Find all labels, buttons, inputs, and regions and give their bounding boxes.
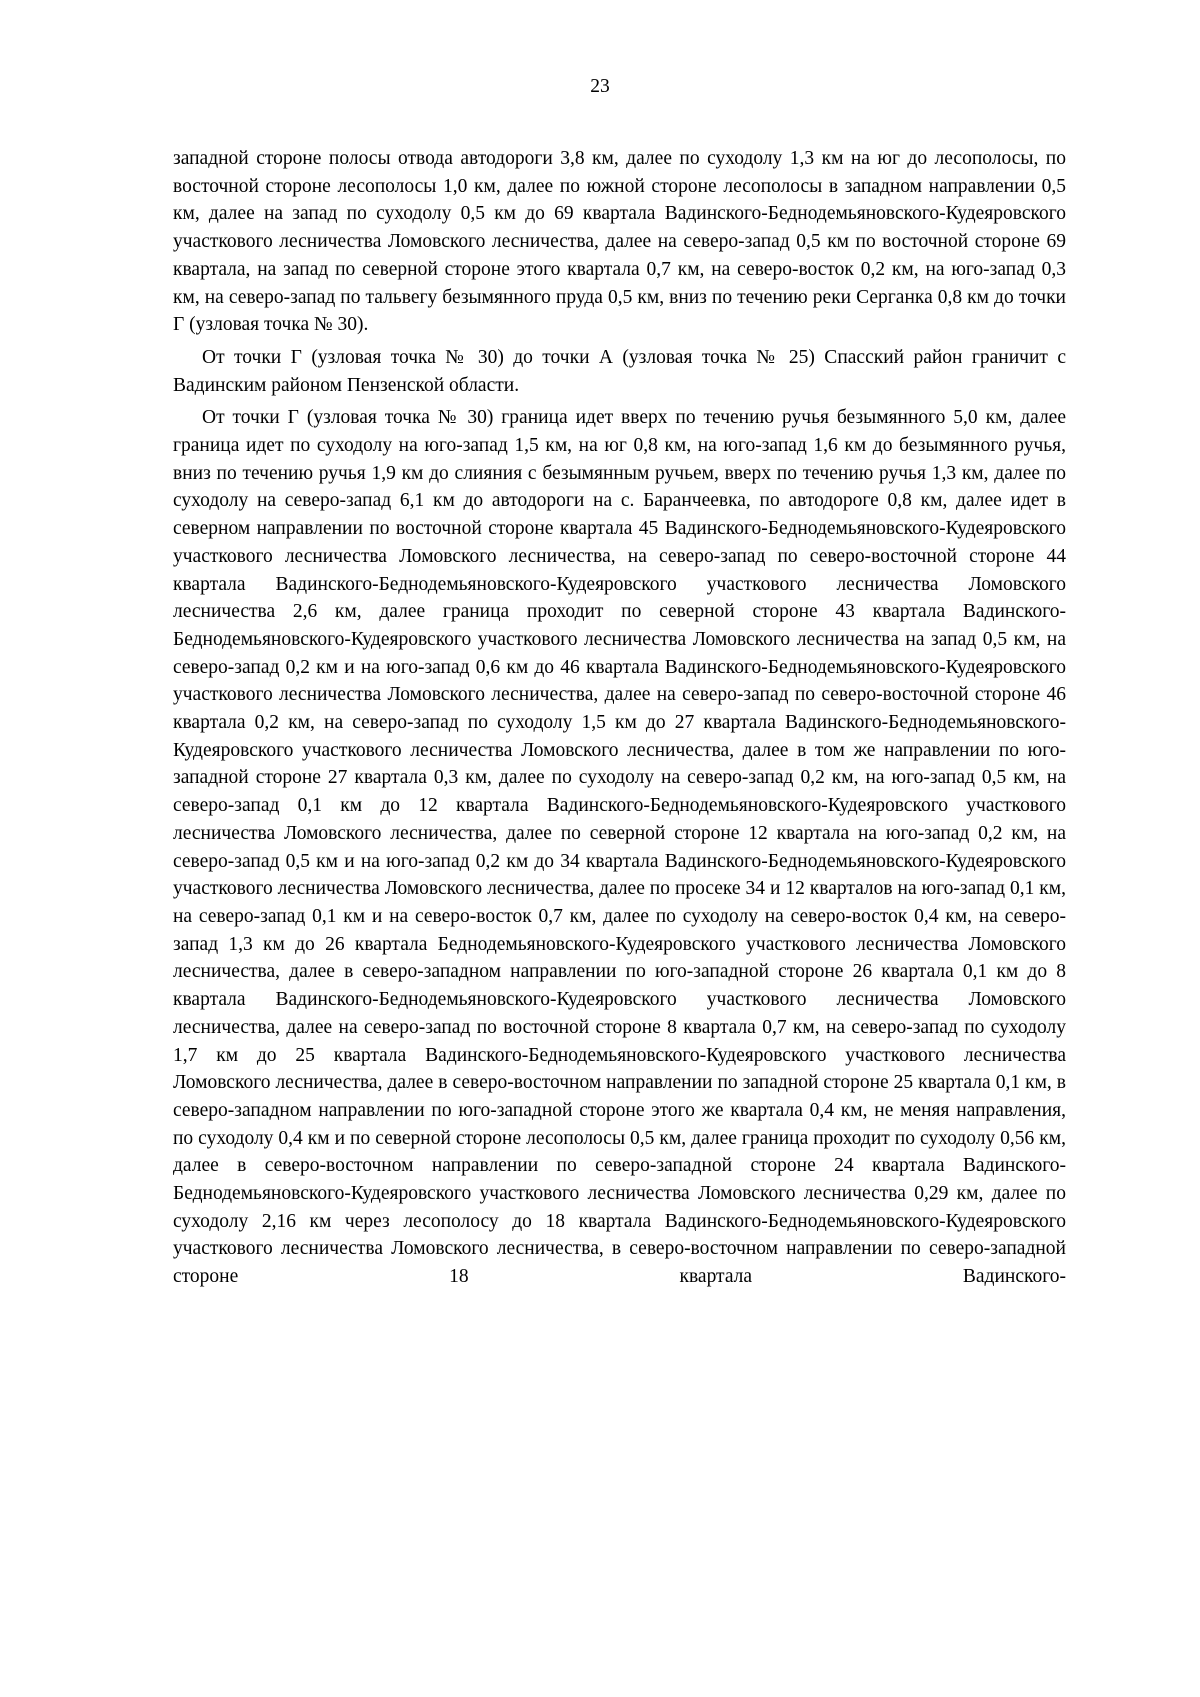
page-number: 23 — [590, 76, 610, 97]
paragraph-continuation: западной стороне полосы отвода автодороги 3,8 км, далее по суходолу 1,3 км на юг до лесополосы, по восточной стороне лесополосы 1,0 км, далее по южной стороне лесополосы в западном направлении 0,5 км, далее на запад по суходолу 0,5 км до 69 квартала Вадинского-Беднодемьяновского-Кудеяровского участкового лесничества Ломовского лесничества, далее на северо-запад 0,5 км по восточной стороне 69 квартала, на запад по северной стороне этого квартала 0,7 км, на северо-восток 0,2 км, на юго-запад 0,3 км, на северо-запад по тальвегу безымянного пруда 0,5 км, вниз по течению реки Серганка 0,8 км до точки Г (узловая точка № 30). — [173, 148, 1066, 336]
paragraph-border-summary: От точки Г (узловая точка № 30) до точки А (узловая точка № 25) Спасский район граничит с Вадинским районом Пензенской области. — [173, 346, 1066, 396]
paragraph-border-description: От точки Г (узловая точка № 30) граница идет вверх по течению ручья безымянного 5,0 км, далее граница идет по суходолу на юго-запад 1,5 км, на юг 0,8 км, на юго-запад 1,6 км до безымянного ручья, вниз по течению ручья 1,9 км до слияния с безымянным ручьем, вверх по течению ручья 1,3 км, далее по суходолу на северо-запад 6,1 км до автодороги на с. Баранчеевка, по автодороге 0,8 км, далее идет в северном направлении по восточной стороне квартала 45 Вадинского-Беднодемьяновского-Кудеяровского участкового лесничества Ломовского лесничества, на северо-запад по северо-восточной стороне 44 квартала Вадинского-Беднодемьяновского-Кудеяровского участкового лесничества Ломовского лесничества 2,6 км, далее граница проходит по северной стороне 43 квартала Вадинского-Беднодемьяновского-Кудеяровского участкового лесничества Ломовского лесничества на запад 0,5 км, на северо-запад 0,2 км и на юго-запад 0,6 км до 46 квартала Вадинского-Беднодемьяновского-Кудеяровского участкового лесничества Ломовского лесничества, далее на северо-запад по северо-восточной стороне 46 квартала 0,2 км, на северо-запад по суходолу 1,5 км до 27 квартала Вадинского-Беднодемьяновского-Кудеяровского участкового лесничества Ломовского лесничества, далее в том же направлении по юго-западной стороне 27 квартала 0,3 км, далее по суходолу на северо-запад 0,2 км, на юго-запад 0,5 км, на северо-запад 0,1 км до 12 квартала Вадинского-Беднодемьяновского-Кудеяровского участкового лесничества Ломовского лесничества, далее по северной стороне 12 квартала на юго-запад 0,2 км, на северо-запад 0,5 км и на юго-запад 0,2 км до 34 квартала Вадинского-Беднодемьяновского-Кудеяровского участкового лесничества Ломовского лесничества, далее по просеке 34 и 12 кварталов на юго-запад 0,1 км, на северо-запад 0,1 км и на северо-восток 0,7 км, далее по суходолу на северо-восток 0,4 км, на северо-запад 1,3 км до 26 квартала Беднодемьяновского-Кудеяровского участкового лесничества Ломовского лесничества, далее в северо-западном направлении по юго-западной стороне 26 квартала 0,1 км до 8 квартала Вадинского-Беднодемьяновского-Кудеяровского участкового лесничества Ломовского лесничества, далее на северо-запад по восточной стороне 8 квартала 0,7 км, на северо-запад по суходолу 1,7 км до 25 квартала Вадинского-Беднодемьяновского-Кудеяровского участкового лесничества Ломовского лесничества, далее в северо-восточном направлении по западной стороне 25 квартала 0,1 км, в северо-западном направлении по юго-западной стороне этого же квартала 0,4 км, не меняя направления, по суходолу 0,4 км и по северной стороне лесополосы 0,5 км, далее граница проходит по суходолу 0,56 км, далее в северо-восточном направлении по северо-западной стороне 24 квартала Вадинского-Беднодемьяновского-Кудеяровского участкового лесничества Ломовского лесничества 0,29 км, далее по суходолу 2,16 км через лесополосу до 18 квартала Вадинского-Беднодемьяновского-Кудеяровского участкового лесничества Ломовского лесничества, в северо-восточном направлении по северо-западной стороне 18 квартала Вадинского- — [173, 407, 1066, 1288]
document-body — [173, 145, 1066, 1291]
